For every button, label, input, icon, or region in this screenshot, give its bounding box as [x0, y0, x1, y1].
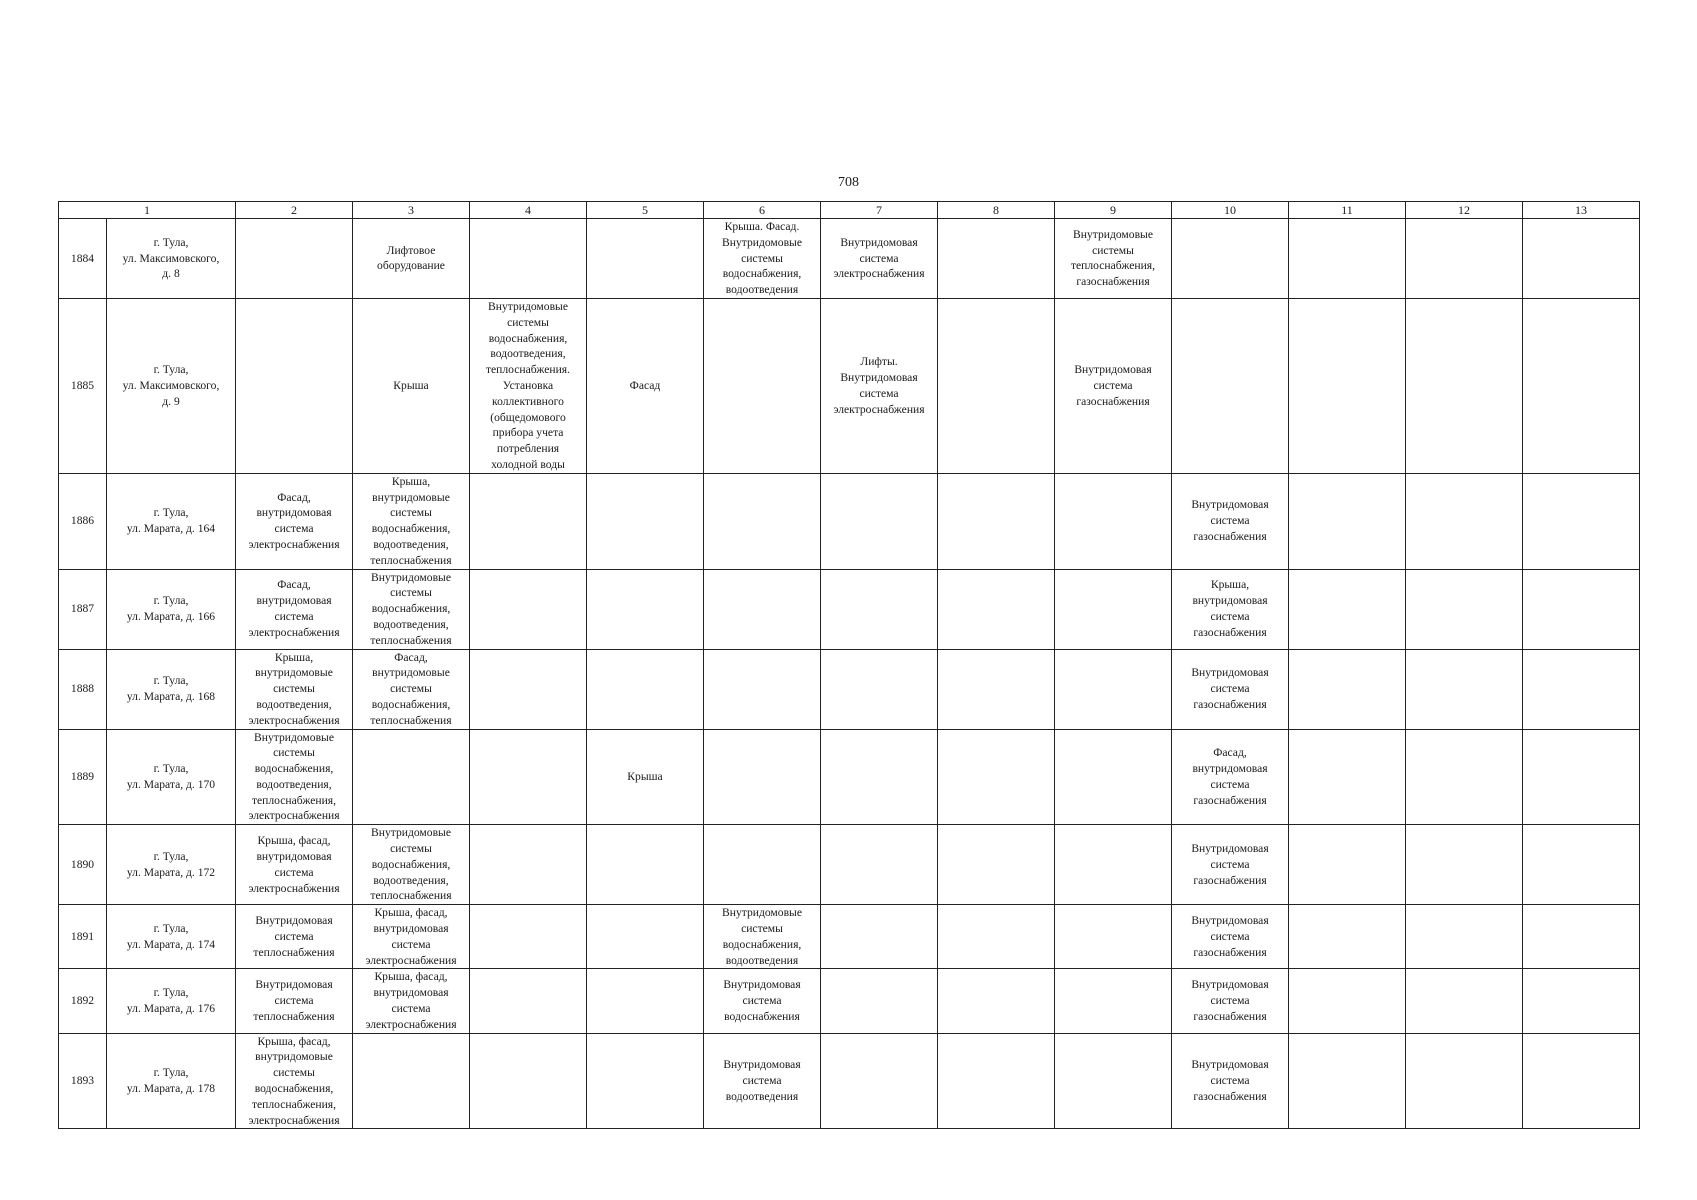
work-cell: [704, 825, 821, 905]
work-cell: [938, 905, 1055, 969]
work-cell: [1406, 473, 1523, 569]
address-cell: г. Тула, ул. Марата, д. 170: [107, 729, 236, 825]
work-cell: [470, 825, 587, 905]
row-number: 1893: [59, 1033, 107, 1129]
work-cell: Фасад: [587, 298, 704, 473]
work-cell: [587, 649, 704, 729]
table-row: [59, 969, 1640, 1033]
work-cell: Фасад, внутридомовая система электроснабжения: [236, 569, 353, 649]
column-header: 9: [1055, 202, 1172, 219]
work-cell: [1406, 219, 1523, 299]
row-number: 1886: [59, 473, 107, 569]
header-row: [59, 202, 1640, 219]
row-number: 1889: [59, 729, 107, 825]
row-number: 1891: [59, 905, 107, 969]
work-cell: [587, 825, 704, 905]
work-cell: Внутридомовые системы водоснабжения, водоотведения, теплоснабжения, электроснабжения: [236, 729, 353, 825]
work-cell: [938, 473, 1055, 569]
work-cell: [587, 219, 704, 299]
row-number: 1887: [59, 569, 107, 649]
work-cell: [704, 473, 821, 569]
table-row: [59, 473, 1640, 569]
table-row: [59, 298, 1640, 473]
work-cell: Внутридомовая система газоснабжения: [1172, 1033, 1289, 1129]
work-cell: [470, 969, 587, 1033]
work-cell: [1055, 649, 1172, 729]
work-cell: [704, 298, 821, 473]
work-cell: [938, 569, 1055, 649]
column-header: 11: [1289, 202, 1406, 219]
address-cell: г. Тула, ул. Марата, д. 174: [107, 905, 236, 969]
work-cell: [1523, 569, 1640, 649]
column-header: 3: [353, 202, 470, 219]
work-cell: [236, 298, 353, 473]
work-cell: Крыша, фасад, внутридомовая система электроснабжения: [236, 825, 353, 905]
address-cell: г. Тула, ул. Марата, д. 164: [107, 473, 236, 569]
address-cell: г. Тула, ул. Марата, д. 168: [107, 649, 236, 729]
work-cell: [1523, 649, 1640, 729]
row-number: 1885: [59, 298, 107, 473]
work-cell: Лифты. Внутридомовая система электроснабжения: [821, 298, 938, 473]
work-cell: [587, 569, 704, 649]
work-cell: [1172, 298, 1289, 473]
work-cell: [938, 1033, 1055, 1129]
work-cell: Крыша, фасад, внутридомовая система электроснабжения: [353, 969, 470, 1033]
work-cell: Фасад, внутридомовая система электроснабжения: [236, 473, 353, 569]
work-cell: [1523, 825, 1640, 905]
work-cell: [1523, 729, 1640, 825]
work-cell: [1523, 219, 1640, 299]
work-cell: [470, 569, 587, 649]
work-cell: Внутридомовые системы водоснабжения, водоотведения, теплоснабжения: [353, 825, 470, 905]
work-cell: [353, 1033, 470, 1129]
work-cell: [1406, 825, 1523, 905]
work-cell: [470, 1033, 587, 1129]
work-cell: [1289, 729, 1406, 825]
work-cell: Внутридомовая система газоснабжения: [1172, 905, 1289, 969]
address-cell: г. Тула, ул. Марата, д. 166: [107, 569, 236, 649]
row-number: 1888: [59, 649, 107, 729]
column-header: 8: [938, 202, 1055, 219]
work-cell: Фасад, внутридомовые системы водоснабжения, теплоснабжения: [353, 649, 470, 729]
column-header: 1: [59, 202, 236, 219]
column-header: 13: [1523, 202, 1640, 219]
work-cell: [1289, 473, 1406, 569]
work-cell: Крыша. Фасад. Внутридомовые системы водоснабжения, водоотведения: [704, 219, 821, 299]
table-row: [59, 649, 1640, 729]
table-row: [59, 825, 1640, 905]
work-cell: Крыша, внутридомовая система газоснабжения: [1172, 569, 1289, 649]
row-number: 1892: [59, 969, 107, 1033]
work-cell: [821, 905, 938, 969]
work-cell: [1523, 1033, 1640, 1129]
work-cell: [1289, 905, 1406, 969]
work-cell: Внутридомовая система газоснабжения: [1055, 298, 1172, 473]
work-cell: [1289, 219, 1406, 299]
table-row: [59, 219, 1640, 299]
work-cell: [704, 569, 821, 649]
work-cell: [1289, 825, 1406, 905]
work-cell: [587, 473, 704, 569]
work-cell: Крыша: [587, 729, 704, 825]
work-cell: [1406, 569, 1523, 649]
repair-schedule-table: [58, 201, 1640, 1129]
work-cell: [1406, 1033, 1523, 1129]
work-cell: [1055, 729, 1172, 825]
work-cell: [1172, 219, 1289, 299]
work-cell: Внутридомовая система газоснабжения: [1172, 649, 1289, 729]
work-cell: Лифтовое оборудование: [353, 219, 470, 299]
work-cell: Внутридомовая система теплоснабжения: [236, 969, 353, 1033]
table-row: [59, 569, 1640, 649]
work-cell: [1055, 969, 1172, 1033]
work-cell: Внутридомовые системы водоснабжения, водоотведения, теплоснабжения. Установка коллективного (общедомового прибора учета потребления холодной воды: [470, 298, 587, 473]
column-header: 4: [470, 202, 587, 219]
column-header: 10: [1172, 202, 1289, 219]
table-row: [59, 905, 1640, 969]
address-cell: г. Тула, ул. Марата, д. 172: [107, 825, 236, 905]
work-cell: [470, 219, 587, 299]
column-header: 7: [821, 202, 938, 219]
work-cell: [1406, 298, 1523, 473]
work-cell: [821, 969, 938, 1033]
work-cell: [1055, 1033, 1172, 1129]
work-cell: Крыша, фасад, внутридомовые системы водоснабжения, теплоснабжения, электроснабжения: [236, 1033, 353, 1129]
work-cell: Внутридомовая система теплоснабжения: [236, 905, 353, 969]
address-cell: г. Тула, ул. Максимовского, д. 9: [107, 298, 236, 473]
work-cell: [1055, 473, 1172, 569]
work-cell: [1289, 649, 1406, 729]
work-cell: Внутридомовая система газоснабжения: [1172, 969, 1289, 1033]
work-cell: [821, 825, 938, 905]
work-cell: [470, 473, 587, 569]
row-number: 1890: [59, 825, 107, 905]
work-cell: Крыша, внутридомовые системы водоотведения, электроснабжения: [236, 649, 353, 729]
work-cell: Внутридомовая система водоотведения: [704, 1033, 821, 1129]
work-cell: [470, 905, 587, 969]
work-cell: [821, 569, 938, 649]
work-cell: [587, 905, 704, 969]
column-header: 5: [587, 202, 704, 219]
work-cell: [938, 729, 1055, 825]
work-cell: [704, 729, 821, 825]
work-cell: [1523, 969, 1640, 1033]
work-cell: [1289, 1033, 1406, 1129]
page-number: 708: [838, 175, 859, 190]
work-cell: Внутридомовая система электроснабжения: [821, 219, 938, 299]
work-cell: [470, 649, 587, 729]
work-cell: Внутридомовая система газоснабжения: [1172, 473, 1289, 569]
work-cell: [1055, 569, 1172, 649]
work-cell: Внутридомовая система водоснабжения: [704, 969, 821, 1033]
work-cell: Внутридомовые системы водоснабжения, водоотведения: [704, 905, 821, 969]
work-cell: [821, 649, 938, 729]
column-header: 6: [704, 202, 821, 219]
work-cell: [938, 298, 1055, 473]
work-cell: Крыша, фасад, внутридомовая система электроснабжения: [353, 905, 470, 969]
work-cell: [938, 649, 1055, 729]
work-cell: [587, 1033, 704, 1129]
work-cell: [1406, 729, 1523, 825]
table-row: [59, 1033, 1640, 1129]
work-cell: [1289, 569, 1406, 649]
work-cell: [587, 969, 704, 1033]
work-cell: Внутридомовые системы водоснабжения, водоотведения, теплоснабжения: [353, 569, 470, 649]
work-cell: [1289, 969, 1406, 1033]
work-cell: [1055, 905, 1172, 969]
work-cell: [1289, 298, 1406, 473]
column-header: 12: [1406, 202, 1523, 219]
work-cell: [938, 969, 1055, 1033]
row-number: 1884: [59, 219, 107, 299]
work-cell: [1523, 473, 1640, 569]
work-cell: [821, 473, 938, 569]
address-cell: г. Тула, ул. Максимовского, д. 8: [107, 219, 236, 299]
work-cell: [1523, 905, 1640, 969]
address-cell: г. Тула, ул. Марата, д. 176: [107, 969, 236, 1033]
address-cell: г. Тула, ул. Марата, д. 178: [107, 1033, 236, 1129]
table-row: [59, 729, 1640, 825]
work-cell: [821, 729, 938, 825]
work-cell: [353, 729, 470, 825]
work-cell: [470, 729, 587, 825]
work-cell: [938, 825, 1055, 905]
work-cell: [1406, 969, 1523, 1033]
work-cell: [1406, 905, 1523, 969]
work-cell: [236, 219, 353, 299]
work-cell: Крыша, внутридомовые системы водоснабжения, водоотведения, теплоснабжения: [353, 473, 470, 569]
work-cell: Внутридомовые системы теплоснабжения, газоснабжения: [1055, 219, 1172, 299]
work-cell: [1406, 649, 1523, 729]
column-header: 2: [236, 202, 353, 219]
work-cell: Внутридомовая система газоснабжения: [1172, 825, 1289, 905]
work-cell: [1055, 825, 1172, 905]
work-cell: Крыша: [353, 298, 470, 473]
work-cell: Фасад, внутридомовая система газоснабжения: [1172, 729, 1289, 825]
work-cell: [821, 1033, 938, 1129]
work-cell: [704, 649, 821, 729]
work-cell: [1523, 298, 1640, 473]
work-cell: [938, 219, 1055, 299]
